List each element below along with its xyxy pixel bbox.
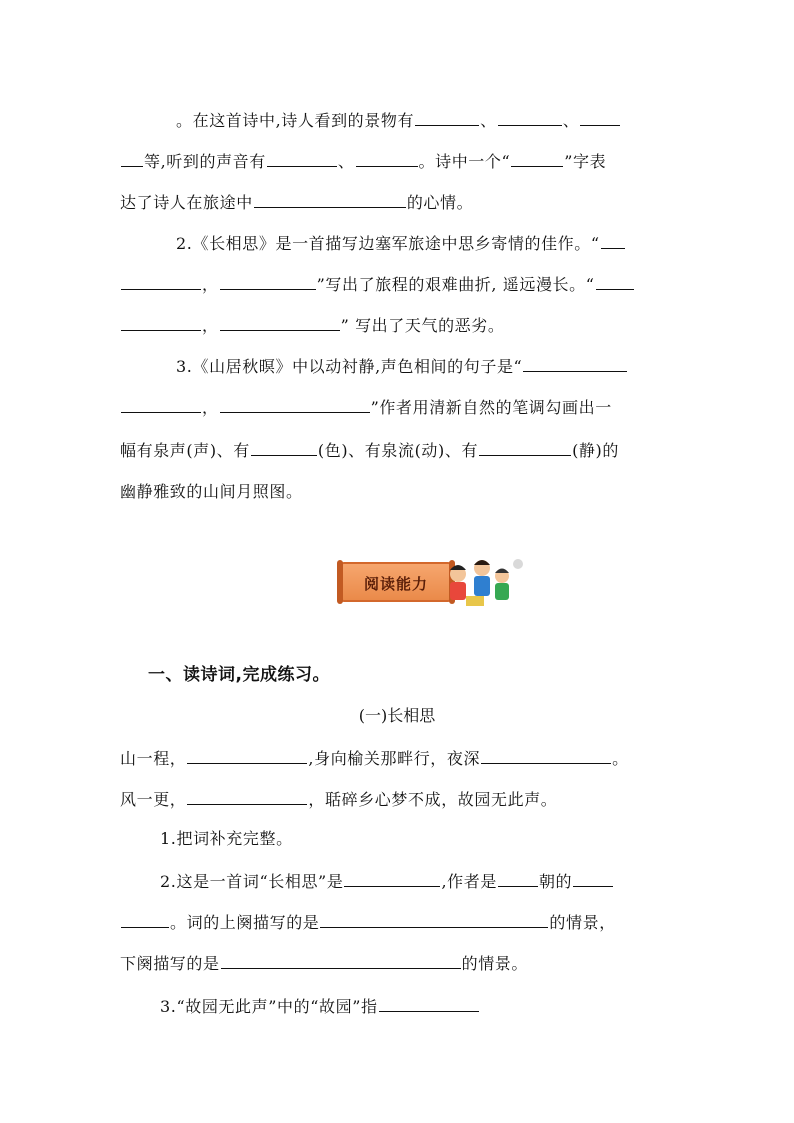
answer-blank[interactable]	[479, 438, 571, 456]
text: ” 写出了天气的恶劣。	[340, 316, 505, 335]
text: ，	[202, 398, 219, 417]
text-line	[176, 108, 736, 132]
answer-blank[interactable]	[220, 313, 340, 331]
answer-blank[interactable]	[254, 190, 406, 208]
answer-blank[interactable]	[267, 149, 337, 167]
question-text: 。词的上阕描写的是	[170, 913, 320, 932]
question-text: 的情景。	[461, 954, 529, 973]
answer-blank[interactable]	[498, 869, 538, 887]
text-line	[120, 190, 680, 214]
answer-blank[interactable]	[221, 951, 461, 969]
question-line	[160, 994, 720, 1018]
text: ”字表	[564, 152, 607, 171]
text: 。在这首诗中,诗人看到的景物有	[176, 111, 415, 130]
reading-ability-banner	[336, 556, 526, 608]
answer-blank[interactable]	[379, 994, 479, 1012]
question-text: 下阕描写的是	[120, 954, 220, 973]
answer-blank[interactable]	[121, 395, 201, 413]
text: ，	[202, 316, 219, 335]
answer-blank[interactable]	[121, 313, 201, 331]
text-line	[120, 149, 680, 173]
text: 3.《山居秋暝》中以动衬静,声色相间的句子是“	[176, 357, 523, 376]
answer-blank[interactable]	[601, 231, 625, 249]
answer-blank[interactable]	[121, 149, 143, 167]
answer-blank[interactable]	[596, 272, 634, 290]
poem-line	[120, 787, 680, 811]
answer-blank[interactable]	[415, 108, 479, 126]
text-line	[120, 438, 680, 462]
question-text: 1.把词补充完整。	[160, 829, 293, 848]
answer-blank[interactable]	[498, 108, 562, 126]
text: 、	[337, 152, 355, 171]
answer-blank[interactable]	[220, 272, 316, 290]
text: 达了诗人在旅途中	[120, 193, 253, 212]
question-line	[160, 828, 720, 850]
question-text: 朝的	[538, 872, 573, 891]
question-text: 3.“故园无此声”中的“故园”指	[160, 997, 378, 1016]
text: ,身向榆关那畔行，夜深	[308, 749, 481, 768]
answer-blank[interactable]	[511, 149, 563, 167]
text-line	[176, 231, 736, 255]
text: 的心情。	[406, 193, 474, 212]
answer-blank[interactable]	[121, 910, 169, 928]
banner-label: 阅读能力	[363, 575, 428, 593]
question-text: 2.这是一首词“长相思”是	[160, 872, 344, 891]
question-line	[120, 910, 680, 934]
poem-title: (一)长相思	[358, 706, 436, 725]
text: 幅有泉声(声)、有	[120, 441, 250, 460]
text-line	[120, 481, 680, 503]
text: 、	[480, 111, 497, 130]
text: 幽静雅致的山间月照图。	[120, 482, 303, 501]
answer-blank[interactable]	[220, 395, 370, 413]
answer-blank[interactable]	[573, 869, 613, 887]
answer-blank[interactable]	[187, 746, 307, 764]
question-text: 的情景，	[549, 913, 616, 932]
text: 等,听到的声音有	[144, 152, 266, 171]
question-line	[160, 869, 720, 893]
answer-blank[interactable]	[523, 354, 627, 372]
answer-blank[interactable]	[344, 869, 440, 887]
text: ，聒碎乡心梦不成，故园无此声。	[308, 790, 558, 809]
text: 2.《长相思》是一首描写边塞军旅途中思乡寄情的佳作。“	[176, 234, 600, 253]
text-line	[120, 395, 680, 419]
text: (色)、有泉流(动)、有	[317, 441, 479, 460]
text: ”作者用清新自然的笔调勾画出一	[370, 398, 612, 417]
answer-blank[interactable]	[187, 787, 307, 805]
question-line	[120, 951, 680, 975]
answer-blank[interactable]	[481, 746, 611, 764]
poem-line	[120, 746, 680, 770]
text: 风一更，	[120, 790, 187, 809]
children-illustration-icon	[436, 556, 526, 608]
text-line	[120, 313, 680, 337]
answer-blank[interactable]	[121, 272, 201, 290]
text: 。	[612, 749, 629, 768]
text-line	[120, 272, 680, 296]
answer-blank[interactable]	[356, 149, 418, 167]
text: 。诗中一个“	[418, 152, 511, 171]
answer-blank[interactable]	[320, 910, 548, 928]
question-text: ,作者是	[441, 872, 497, 891]
text-line	[176, 354, 736, 378]
section-heading: 一、读诗词,完成练习。	[148, 665, 330, 685]
text: (静)的	[572, 441, 619, 460]
answer-blank[interactable]	[580, 108, 620, 126]
text: ，	[202, 275, 219, 294]
text: ”写出了旅程的艰难曲折, 遥远漫长。“	[316, 275, 595, 294]
text: 、	[562, 111, 580, 130]
text: 山一程，	[120, 749, 187, 768]
answer-blank[interactable]	[251, 438, 317, 456]
